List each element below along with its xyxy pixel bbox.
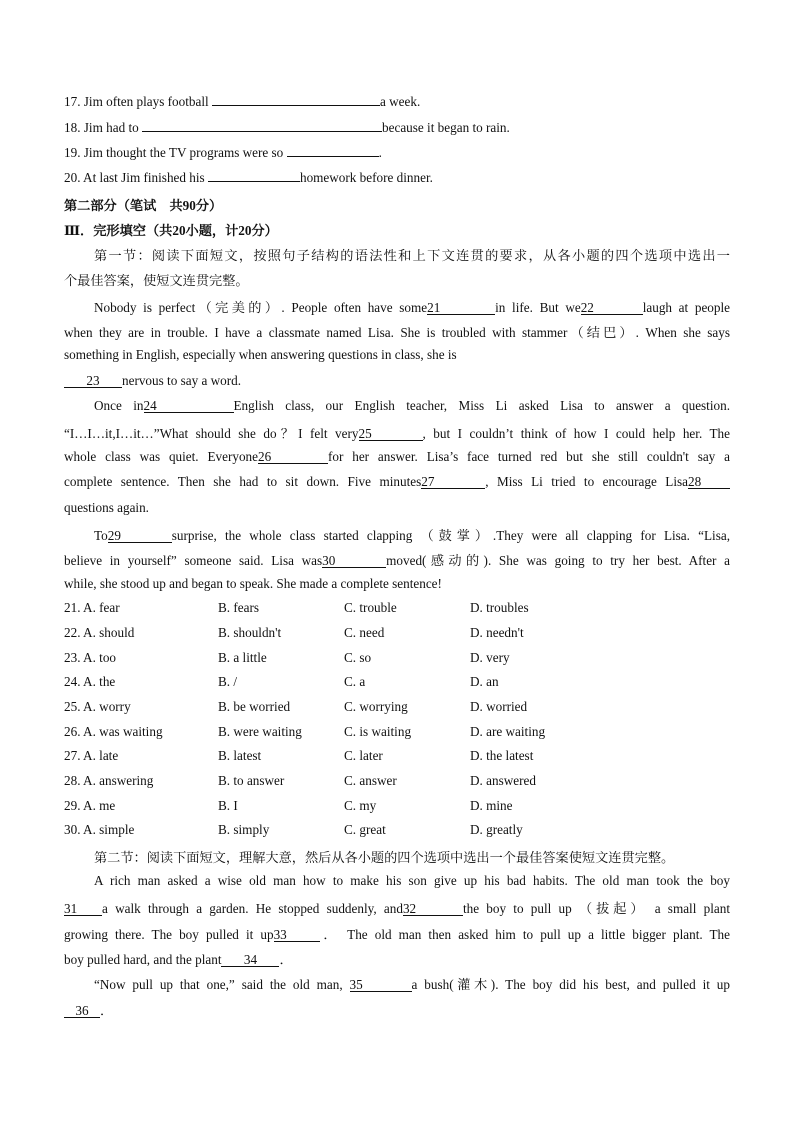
passage-line: believe in yourself” someone said. Lisa was30 moved(感动的). She was going to try her best. After a xyxy=(64,553,730,568)
answer-blank[interactable] xyxy=(142,131,382,132)
option-c[interactable]: C. so xyxy=(344,650,372,665)
option-c[interactable]: C. is waiting xyxy=(344,724,412,739)
option-d[interactable]: D. answered xyxy=(470,773,536,788)
option-c[interactable]: C. answer xyxy=(344,773,397,788)
option-c[interactable]: C. worrying xyxy=(344,699,408,714)
answer-blank[interactable] xyxy=(208,181,300,182)
passage-line: Nobody is perfect（完美的）. People often have some21 in life. But we22 laugh at people xyxy=(94,300,731,315)
option-c[interactable]: C. trouble xyxy=(344,600,397,615)
option-b[interactable]: B. to answer xyxy=(218,773,285,788)
option-a[interactable]: 23. A. too xyxy=(64,650,117,665)
option-b[interactable]: B. I xyxy=(218,798,238,813)
passage-line: “I…I…it,I…it…”What should she do？I felt very25 , but I couldn’t think of how I could help her. The xyxy=(64,426,730,441)
option-b[interactable]: B. latest xyxy=(218,748,262,763)
option-a[interactable]: 22. A. should xyxy=(64,625,135,640)
option-c[interactable]: C. need xyxy=(344,625,385,640)
passage-line: whole class was quiet. Everyone26 for her answer. Lisa’s face turned red but she still couldn't say a xyxy=(64,449,730,464)
option-d[interactable]: D. the latest xyxy=(470,748,534,763)
question-19: 19. Jim thought the TV programs were so . xyxy=(64,145,382,160)
option-a[interactable]: 25. A. worry xyxy=(64,699,131,714)
passage-line: 31 a walk through a garden. He stopped suddenly, and32 the boy to pull up （拔起） a small plant xyxy=(64,901,730,916)
option-a[interactable]: 27. A. late xyxy=(64,748,119,763)
blank-26: 26 xyxy=(258,450,328,464)
blank-24: 24 xyxy=(144,399,234,413)
question-17: 17. Jim often plays football a week. xyxy=(64,94,421,109)
option-c[interactable]: C. my xyxy=(344,798,377,813)
question-18: 18. Jim had to because it began to rain. xyxy=(64,120,510,135)
option-a[interactable]: 30. A. simple xyxy=(64,822,135,837)
section2-instruction: 第二节：阅读下面短文，理解大意，然后从各小题的四个选项中选出一个最佳答案使短文连贯完整。 xyxy=(94,850,675,865)
option-a[interactable]: 28. A. answering xyxy=(64,773,154,788)
blank-30: 30 xyxy=(322,554,386,568)
passage-line: something in English, especially when answering questions in class, she is xyxy=(64,347,457,362)
passage-line: “Now pull up that one,” said the old man, 35 a bush(灌木). The boy did his best, and pulled it up xyxy=(94,977,730,992)
blank-34: 34 xyxy=(221,953,279,967)
answer-blank[interactable] xyxy=(212,105,380,106)
passage-line: A rich man asked a wise old man how to make his son give up his bad habits. The old man took the boy xyxy=(94,873,730,888)
section1-instruction-cont: 个最佳答案，使短文连贯完整。 xyxy=(64,273,249,288)
passage-line: while, she stood up and began to speak. She made a complete sentence! xyxy=(64,576,442,591)
blank-21: 21 xyxy=(427,301,495,315)
passage-line: To29 surprise, the whole class started clapping （鼓掌）.They were all clapping for Lisa. “Lisa, xyxy=(94,528,730,543)
option-a[interactable]: 24. A. the xyxy=(64,674,116,689)
option-d[interactable]: D. very xyxy=(470,650,510,665)
option-d[interactable]: D. are waiting xyxy=(470,724,546,739)
blank-28: 28 xyxy=(688,475,730,489)
passage-line: 23 nervous to say a word. xyxy=(64,373,241,389)
option-b[interactable]: B. shouldn't xyxy=(218,625,282,640)
blank-35: 35 xyxy=(350,978,412,992)
answer-blank[interactable] xyxy=(287,156,379,157)
passage-line: 36 ． xyxy=(64,1000,113,1019)
question-20: 20. At last Jim finished his homework before dinner. xyxy=(64,170,433,185)
option-c[interactable]: C. later xyxy=(344,748,383,763)
option-d[interactable]: D. worried xyxy=(470,699,528,714)
blank-25: 25 xyxy=(359,427,423,441)
blank-31: 31 xyxy=(64,902,102,916)
blank-36: 36 xyxy=(64,1004,100,1018)
option-b[interactable]: B. fears xyxy=(218,600,260,615)
section1-instruction: 第一节：阅读下面短文，按照句子结构的语法性和上下文连贯的要求，从各小题的四个选项中选出一 xyxy=(94,248,730,263)
passage-line: growing there. The boy pulled it up33 ． The old man then asked him to pull up a little bigger plant. The xyxy=(64,927,731,942)
option-b[interactable]: B. / xyxy=(218,674,238,689)
option-a[interactable]: 29. A. me xyxy=(64,798,116,813)
option-c[interactable]: C. a xyxy=(344,674,366,689)
blank-23: 23 xyxy=(64,374,122,388)
blank-27: 27 xyxy=(421,475,485,489)
option-d[interactable]: D. needn't xyxy=(470,625,524,640)
blank-33: 33 xyxy=(274,928,320,942)
option-d[interactable]: D. greatly xyxy=(470,822,523,837)
blank-32: 32 xyxy=(403,902,463,916)
option-b[interactable]: B. simply xyxy=(218,822,270,837)
passage-line: boy pulled hard, and the plant 34 ． xyxy=(64,952,293,967)
option-c[interactable]: C. great xyxy=(344,822,386,837)
option-d[interactable]: D. troubles xyxy=(470,600,529,615)
option-a[interactable]: 21. A. fear xyxy=(64,600,120,615)
option-d[interactable]: D. mine xyxy=(470,798,513,813)
blank-29: 29 xyxy=(108,529,172,543)
option-a[interactable]: 26. A. was waiting xyxy=(64,724,163,739)
option-b[interactable]: B. be worried xyxy=(218,699,291,714)
passage-line: complete sentence. Then she had to sit down. Five minutes27 , Miss Li tried to encourage Lisa28 xyxy=(64,474,730,490)
section-three-heading: Ⅲ．完形填空（共20小题，计20分） xyxy=(64,223,278,238)
passage-line: Once in24 English class, our English teacher, Miss Li asked Lisa to answer a question. xyxy=(94,398,730,413)
passage-line: questions again. xyxy=(64,500,149,515)
blank-22: 22 xyxy=(581,301,643,315)
option-b[interactable]: B. a little xyxy=(218,650,267,665)
option-b[interactable]: B. were waiting xyxy=(218,724,302,739)
part-two-heading: 第二部分（笔试 共90分） xyxy=(64,198,223,213)
option-d[interactable]: D. an xyxy=(470,674,499,689)
passage-line: when they are in trouble. I have a classmate named Lisa. She is troubled with stammer（结巴）. When she says xyxy=(64,325,730,340)
